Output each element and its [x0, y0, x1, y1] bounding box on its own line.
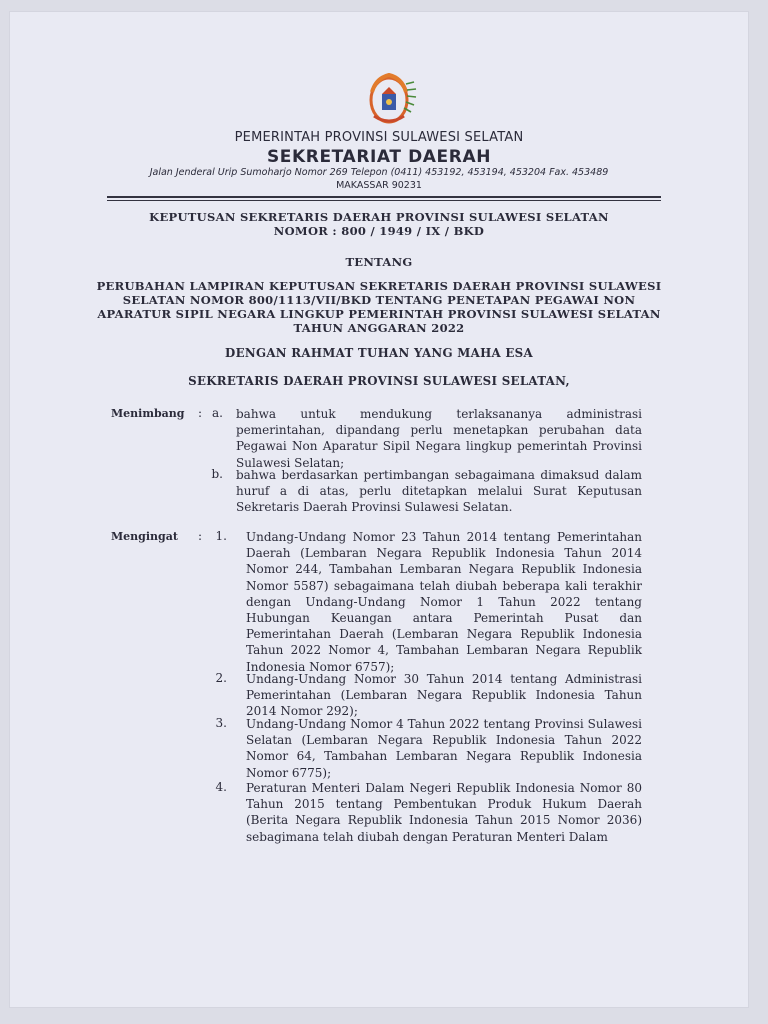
- provincial-emblem-icon: [358, 70, 420, 130]
- decree-title: [10, 210, 748, 238]
- document-page: [10, 12, 748, 1007]
- mengingat-mark-3: 3.: [215, 716, 227, 730]
- mengingat-item-2: Undang-Undang Nomor 30 Tahun 2014 tentang Administrasi Pemerintahan (Lembaran Negara Republik Indonesia Tahun 2014 Nomor 292);: [246, 672, 642, 719]
- mengingat-colon: :: [198, 529, 203, 543]
- mengingat-label: Mengingat: [111, 530, 178, 543]
- letterhead-rule-thin: [107, 200, 661, 201]
- invocation: DENGAN RAHMAT TUHAN YANG MAHA ESA: [225, 346, 533, 360]
- menimbang-label: Menimbang: [111, 407, 185, 420]
- mengingat-item-3: Undang-Undang Nomor 4 Tahun 2022 tentang Provinsi Sulawesi Selatan (Lembaran Negara Republik Indonesia Tahun 2022 Nomor 64, Tambahan Lembaran Negara Republik Indonesia Nomor 6775);: [246, 717, 642, 780]
- tentang-heading: TENTANG: [345, 255, 413, 269]
- mengingat-mark-4: 4.: [215, 780, 227, 794]
- letterhead-address: Jalan Jenderal Urip Sumoharjo Nomor 269 Telepon (0411) 453192, 453194, 453204 Fax. 453489: [149, 167, 609, 178]
- menimbang-mark-b: b.: [211, 467, 223, 481]
- subject-line: TAHUN ANGGARAN 2022: [293, 321, 465, 335]
- mengingat-item-4: Peraturan Menteri Dalam Negeri Republik Indonesia Nomor 80 Tahun 2015 tentang Pembentukan Produk Hukum Daerah (Berita Negara Republik Indonesia Tahun 2015 Nomor 2036) sebagimana telah diubah dengan Peraturan Menteri Dalam: [246, 781, 642, 844]
- mengingat-mark-2: 2.: [215, 671, 227, 685]
- menimbang-item-b: bahwa berdasarkan pertimbangan sebagaimana dimaksud dalam huruf a di atas, perlu ditetapkan melalui Surat Keputusan Sekretaris Daerah Provinsi Sulawesi Selatan.: [236, 468, 642, 515]
- decree-subject: [10, 279, 748, 335]
- letterhead-city: MAKASSAR 90231: [336, 180, 422, 191]
- issuer: SEKRETARIS DAERAH PROVINSI SULAWESI SELATAN,: [188, 374, 570, 388]
- letterhead-rule-thick: [107, 196, 661, 198]
- menimbang-colon: :: [198, 406, 203, 420]
- mengingat-mark-1: 1.: [215, 529, 227, 543]
- mengingat-item-1: Undang-Undang Nomor 23 Tahun 2014 tentang Pemerintahan Daerah (Lembaran Negara Republik Indonesia Tahun 2014 Nomor 244, Tambahan Lembaran Negara Republik Indonesia Nomor 5587) sebagaimana telah diubah beberapa kali terakhir dengan Undang-Undang Nomor 1 Tahun 2022 tentang Hubungan Keuangan antara Pemerintah Pusat dan Pemerintahan Daerah (Lembaran Negara Republik Indonesia Tahun 2022 Nomor 4, Tambahan Lembaran Negara Republik Indonesia Nomor 6757);: [246, 530, 642, 674]
- menimbang-item-a: bahwa untuk mendukung terlaksananya administrasi pemerintahan, dipandang perlu menetapkan perubahan data Pegawai Non Aparatur Sipil Negara lingkup pemerintah Provinsi Sulawesi Selatan;: [236, 407, 642, 470]
- decree-number: NOMOR : 800 / 1949 / IX / BKD: [273, 224, 485, 238]
- menimbang-mark-a: a.: [212, 406, 223, 420]
- subject-line: SELATAN NOMOR 800/1113/VII/BKD TENTANG PENETAPAN PEGAWAI NON: [122, 293, 636, 307]
- subject-line: PERUBAHAN LAMPIRAN KEPUTUSAN SEKRETARIS DAERAH PROVINSI SULAWESI: [96, 279, 662, 293]
- subject-line: APARATUR SIPIL NEGARA LINGKUP PEMERINTAH PROVINSI SULAWESI SELATAN: [97, 307, 661, 321]
- letterhead-government: PEMERINTAH PROVINSI SULAWESI SELATAN: [234, 130, 524, 145]
- decree-heading: KEPUTUSAN SEKRETARIS DAERAH PROVINSI SULAWESI SELATAN: [149, 210, 609, 224]
- letterhead-office: SEKRETARIAT DAERAH: [266, 147, 492, 167]
